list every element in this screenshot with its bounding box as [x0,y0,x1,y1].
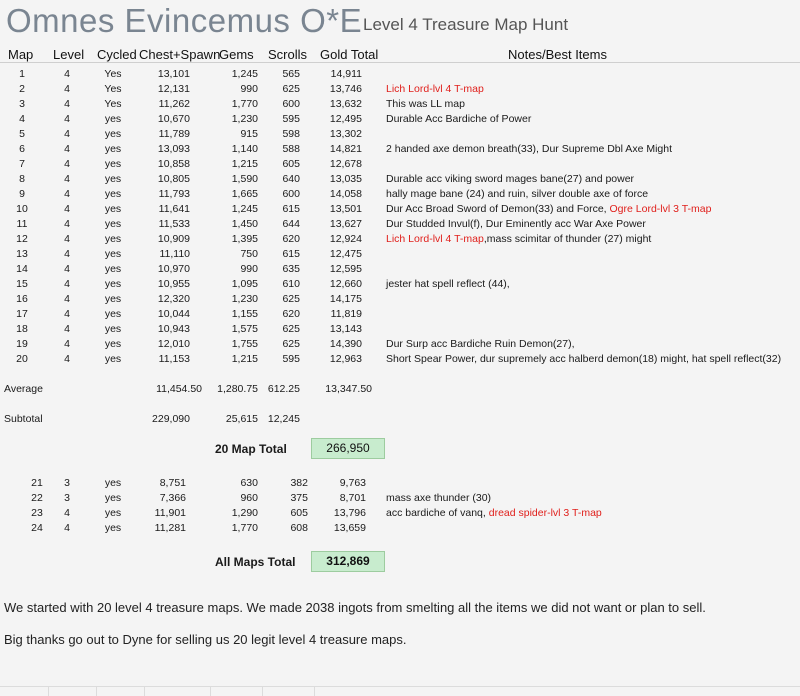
cell-gems: 750 [240,248,258,260]
cell-map: 17 [16,308,28,320]
cell-chest: 10,943 [157,323,190,335]
table-row [0,112,800,127]
cell-scrolls: 635 [282,263,300,275]
table-row [0,337,800,352]
cell-level: 4 [64,158,70,170]
note-text: 2 handed axe demon breath(33), Dur Supreme Dbl Axe Might [386,143,672,155]
note-text: jester hat spell reflect (44), [386,278,510,290]
cell-chest: 11,641 [158,203,190,215]
cell-gold: 9,763 [339,477,366,489]
table-row [0,142,800,157]
footer-tick [144,686,145,696]
cell-level: 4 [64,308,70,320]
cell-gems: 1,590 [231,173,258,185]
cell-chest: 11,110 [159,248,190,260]
cell-gold: 12,595 [329,263,362,275]
header-level: Level [53,47,85,62]
cell-map: 24 [31,522,43,534]
subtotal-gems: 25,615 [225,413,258,425]
cell-map: 23 [31,507,43,519]
all-total-value: 312,869 [311,551,385,572]
cell-cycled: yes [104,263,122,275]
table-row [0,521,800,536]
cell-notes [386,337,575,352]
cell-map: 12 [16,233,28,245]
cell-notes [386,277,510,292]
cell-chest: 11,793 [158,188,190,200]
note-text: Dur Surp acc Bardiche Ruin Demon(27), [386,338,575,350]
cell-gems: 1,290 [231,507,258,519]
cell-map: 4 [19,113,25,125]
cell-gems: 1,215 [231,353,258,365]
table-row [0,127,800,142]
cell-gems: 1,140 [231,143,258,155]
cell-scrolls: 600 [282,188,300,200]
cell-map: 1 [19,68,25,80]
footer-tick [210,686,211,696]
cell-notes [386,352,781,367]
all-total-label: All Maps Total [215,555,296,569]
cell-map: 20 [16,353,28,365]
table-row [0,82,800,97]
cell-gems: 1,770 [231,98,258,110]
cell-cycled: Yes [104,68,122,80]
cell-notes [386,112,531,127]
cell-gold: 12,963 [329,353,362,365]
cell-gems: 1,095 [231,278,258,290]
table-row [0,187,800,202]
cell-level: 4 [64,113,70,125]
cell-map: 7 [19,158,25,170]
table-row [0,262,800,277]
cell-notes [386,202,711,217]
cell-gold: 13,627 [329,218,362,230]
cell-map: 13 [16,248,28,260]
cell-chest: 11,533 [158,218,190,230]
cell-gold: 14,390 [329,338,362,350]
cell-scrolls: 600 [282,98,300,110]
cell-scrolls: 598 [282,128,300,140]
table-row [0,506,800,521]
cell-map: 10 [16,203,28,215]
cell-map: 9 [19,188,25,200]
table-row [0,172,800,187]
cell-map: 8 [19,173,25,185]
average-label: Average [4,383,43,395]
cell-gems: 630 [240,477,258,489]
cell-cycled: yes [104,293,122,305]
cell-cycled: yes [104,113,122,125]
page-subtitle: Level 4 Treasure Map Hunt [363,15,569,34]
cell-gold: 14,821 [329,143,362,155]
cell-level: 4 [64,278,70,290]
note-text: Durable acc viking sword mages bane(27) and power [386,173,635,185]
subtotal-label: Subtotal [4,413,43,425]
cell-gold: 12,924 [329,233,362,245]
cell-gems: 1,230 [231,113,258,125]
cell-notes [386,142,672,157]
header-gems: Gems [219,47,254,62]
cell-chest: 8,751 [159,477,186,489]
table-row [0,292,800,307]
cell-level: 4 [64,263,70,275]
cell-level: 4 [64,98,70,110]
cell-gold: 14,911 [330,68,362,80]
cell-map: 22 [31,492,43,504]
cell-level: 4 [64,128,70,140]
cell-scrolls: 565 [282,68,300,80]
subtotal-scrolls: 12,245 [267,413,300,425]
cell-chest: 10,670 [157,113,190,125]
cell-gems: 1,770 [231,522,258,534]
cell-scrolls: 605 [290,507,308,519]
cell-chest: 12,010 [157,338,190,350]
cell-map: 3 [19,98,25,110]
table-row [0,232,800,247]
cell-chest: 10,970 [157,263,190,275]
cell-gold: 13,035 [329,173,362,185]
cell-chest: 11,281 [154,522,186,534]
cell-gold: 13,143 [329,323,362,335]
cell-scrolls: 382 [290,477,308,489]
note-text: mass axe thunder (30) [386,492,492,504]
cell-level: 4 [64,188,70,200]
note-text: hally mage bane (24) and ruin, silver double axe of force [386,188,649,200]
header-divider [0,62,800,63]
header-chest: Chest+Spawn [139,47,221,62]
cell-chest: 10,955 [157,278,190,290]
cell-gold: 12,495 [329,113,362,125]
cell-map: 2 [19,83,25,95]
cell-cycled: yes [104,353,122,365]
table-row [0,491,800,506]
table-row [0,97,800,112]
cell-scrolls: 620 [282,308,300,320]
cell-chest: 11,901 [154,507,186,519]
cell-scrolls: 615 [282,203,300,215]
cell-gold: 13,302 [329,128,362,140]
table-row [0,202,800,217]
cell-map: 6 [19,143,25,155]
cell-gems: 1,245 [231,68,258,80]
table-row [0,67,800,82]
cell-gold: 13,632 [329,98,362,110]
footer-tick [314,686,315,696]
cell-gold: 14,058 [329,188,362,200]
cell-level: 4 [64,173,70,185]
footer-divider [0,686,800,687]
table-row [0,307,800,322]
cell-gems: 1,215 [231,158,258,170]
cell-level: 4 [64,203,70,215]
cell-scrolls: 608 [290,522,308,534]
cell-cycled: yes [104,492,122,504]
cell-level: 3 [64,477,70,489]
cell-scrolls: 610 [282,278,300,290]
cell-cycled: yes [104,308,122,320]
note-highlight: dread spider-lvl 3 T-map [488,507,602,519]
cell-gems: 1,450 [231,218,258,230]
cell-notes [386,187,648,202]
footer-tick [262,686,263,696]
cell-scrolls: 605 [282,158,300,170]
cell-chest: 10,805 [157,173,190,185]
cell-gems: 1,755 [231,338,258,350]
cell-notes [386,97,465,112]
cell-gems: 1,245 [231,203,258,215]
cell-cycled: yes [104,158,122,170]
cell-gold: 12,475 [329,248,362,260]
cell-gems: 1,230 [231,293,258,305]
note-text: Dur Acc Broad Sword of Demon(33) and Force, [386,203,610,215]
cell-level: 4 [64,233,70,245]
note-text: Short Spear Power, dur supremely acc halberd demon(18) might, hat spell reflect(32) [386,353,782,365]
paragraph-ingots: We started with 20 level 4 treasure maps. We made 2038 ingots from smelting all the items we did not want or plan to sell. [4,600,706,615]
note-highlight: Lich Lord-lvl 4 T-map [386,233,484,245]
cell-scrolls: 595 [282,353,300,365]
header-notes: Notes/Best Items [508,47,607,62]
cell-cycled: yes [104,128,122,140]
cell-notes [386,232,651,247]
cell-level: 4 [64,143,70,155]
table-row [0,157,800,172]
cell-scrolls: 375 [290,492,308,504]
cell-level: 3 [64,492,70,504]
table-row [0,217,800,232]
cell-scrolls: 615 [282,248,300,260]
cell-cycled: yes [104,278,122,290]
cell-cycled: Yes [104,98,122,110]
cell-level: 4 [64,338,70,350]
cell-chest: 7,366 [159,492,186,504]
cell-cycled: yes [104,143,122,155]
cell-map: 11 [16,218,28,230]
cell-level: 4 [64,248,70,260]
header-scrolls: Scrolls [268,47,308,62]
cell-cycled: yes [104,323,122,335]
table-row [0,476,800,491]
cell-gems: 990 [240,83,258,95]
cell-gems: 990 [240,263,258,275]
cell-cycled: yes [104,203,122,215]
cell-map: 21 [31,477,43,489]
cell-cycled: yes [104,248,122,260]
table-row [0,352,800,367]
note-text: ,mass scimitar of thunder (27) might [483,233,652,245]
cell-chest: 11,262 [158,98,190,110]
average-gold: 13,347.50 [325,383,372,395]
cell-level: 4 [64,507,70,519]
cell-chest: 11,153 [158,353,190,365]
cell-map: 14 [16,263,28,275]
cell-scrolls: 625 [282,83,300,95]
cell-notes [386,506,602,521]
page-title: Omnes Evincemus O*E [6,2,363,39]
header-cycled: Cycled [97,47,137,62]
cell-gems: 1,665 [231,188,258,200]
cell-cycled: yes [104,218,122,230]
cell-gold: 11,819 [330,308,362,320]
cell-gems: 1,575 [231,323,258,335]
cell-chest: 10,909 [157,233,190,245]
cell-gems: 1,395 [231,233,258,245]
cell-gold: 13,659 [333,522,366,534]
cell-notes [386,491,491,506]
table-row [0,277,800,292]
cell-chest: 13,093 [157,143,190,155]
cell-scrolls: 625 [282,293,300,305]
cell-notes [386,82,484,97]
cell-level: 4 [64,218,70,230]
cell-level: 4 [64,323,70,335]
cell-cycled: yes [104,233,122,245]
cell-cycled: yes [104,338,122,350]
map20-total-label: 20 Map Total [215,442,287,456]
cell-gold: 8,701 [339,492,366,504]
cell-cycled: yes [104,522,122,534]
cell-scrolls: 644 [282,218,300,230]
paragraph-thanks: Big thanks go out to Dyne for selling us 20 legit level 4 treasure maps. [4,632,407,647]
cell-chest: 10,858 [157,158,190,170]
cell-scrolls: 595 [282,113,300,125]
cell-cycled: Yes [104,83,122,95]
cell-map: 19 [16,338,28,350]
note-highlight: Ogre Lord-lvl 3 T-map [609,203,712,215]
table-row [0,322,800,337]
cell-chest: 12,131 [157,83,190,95]
cell-level: 4 [64,353,70,365]
cell-scrolls: 625 [282,323,300,335]
note-text: acc bardiche of vanq, [386,507,489,519]
note-text: Dur Studded Invul(f), Dur Eminently acc War Axe Power [386,218,646,230]
cell-cycled: yes [104,188,122,200]
cell-map: 5 [19,128,25,140]
cell-level: 4 [64,293,70,305]
cell-scrolls: 625 [282,338,300,350]
cell-level: 4 [64,68,70,80]
average-chest: 11,454.50 [156,383,202,395]
cell-scrolls: 640 [282,173,300,185]
cell-cycled: yes [104,477,122,489]
cell-gold: 13,501 [329,203,362,215]
header-gold: Gold Total [320,47,379,62]
table-row [0,247,800,262]
note-text: Durable Acc Bardiche of Power [386,113,532,125]
cell-gold: 12,660 [329,278,362,290]
average-scrolls: 612.25 [267,383,300,395]
note-highlight: Lich Lord-lvl 4 T-map [386,83,484,95]
cell-gold: 13,746 [329,83,362,95]
cell-chest: 11,789 [158,128,190,140]
cell-notes [386,217,646,232]
cell-gold: 12,678 [329,158,362,170]
cell-scrolls: 620 [282,233,300,245]
cell-cycled: yes [104,507,122,519]
cell-gems: 1,155 [231,308,258,320]
cell-map: 16 [16,293,28,305]
cell-chest: 12,320 [157,293,190,305]
cell-map: 18 [16,323,28,335]
note-text: This was LL map [386,98,465,110]
header-map: Map [8,47,34,62]
cell-notes [386,172,634,187]
footer-tick [96,686,97,696]
cell-gold: 13,796 [333,507,366,519]
average-gems: 1,280.75 [217,383,258,395]
cell-map: 15 [16,278,28,290]
cell-chest: 10,044 [157,308,190,320]
cell-level: 4 [64,522,70,534]
cell-chest: 13,101 [157,68,190,80]
cell-level: 4 [64,83,70,95]
footer-tick [48,686,49,696]
subtotal-chest: 229,090 [152,413,190,425]
cell-gems: 915 [240,128,258,140]
cell-scrolls: 588 [282,143,300,155]
map20-total-value: 266,950 [311,438,385,459]
cell-cycled: yes [104,173,122,185]
cell-gems: 960 [240,492,258,504]
cell-gold: 14,175 [329,293,362,305]
